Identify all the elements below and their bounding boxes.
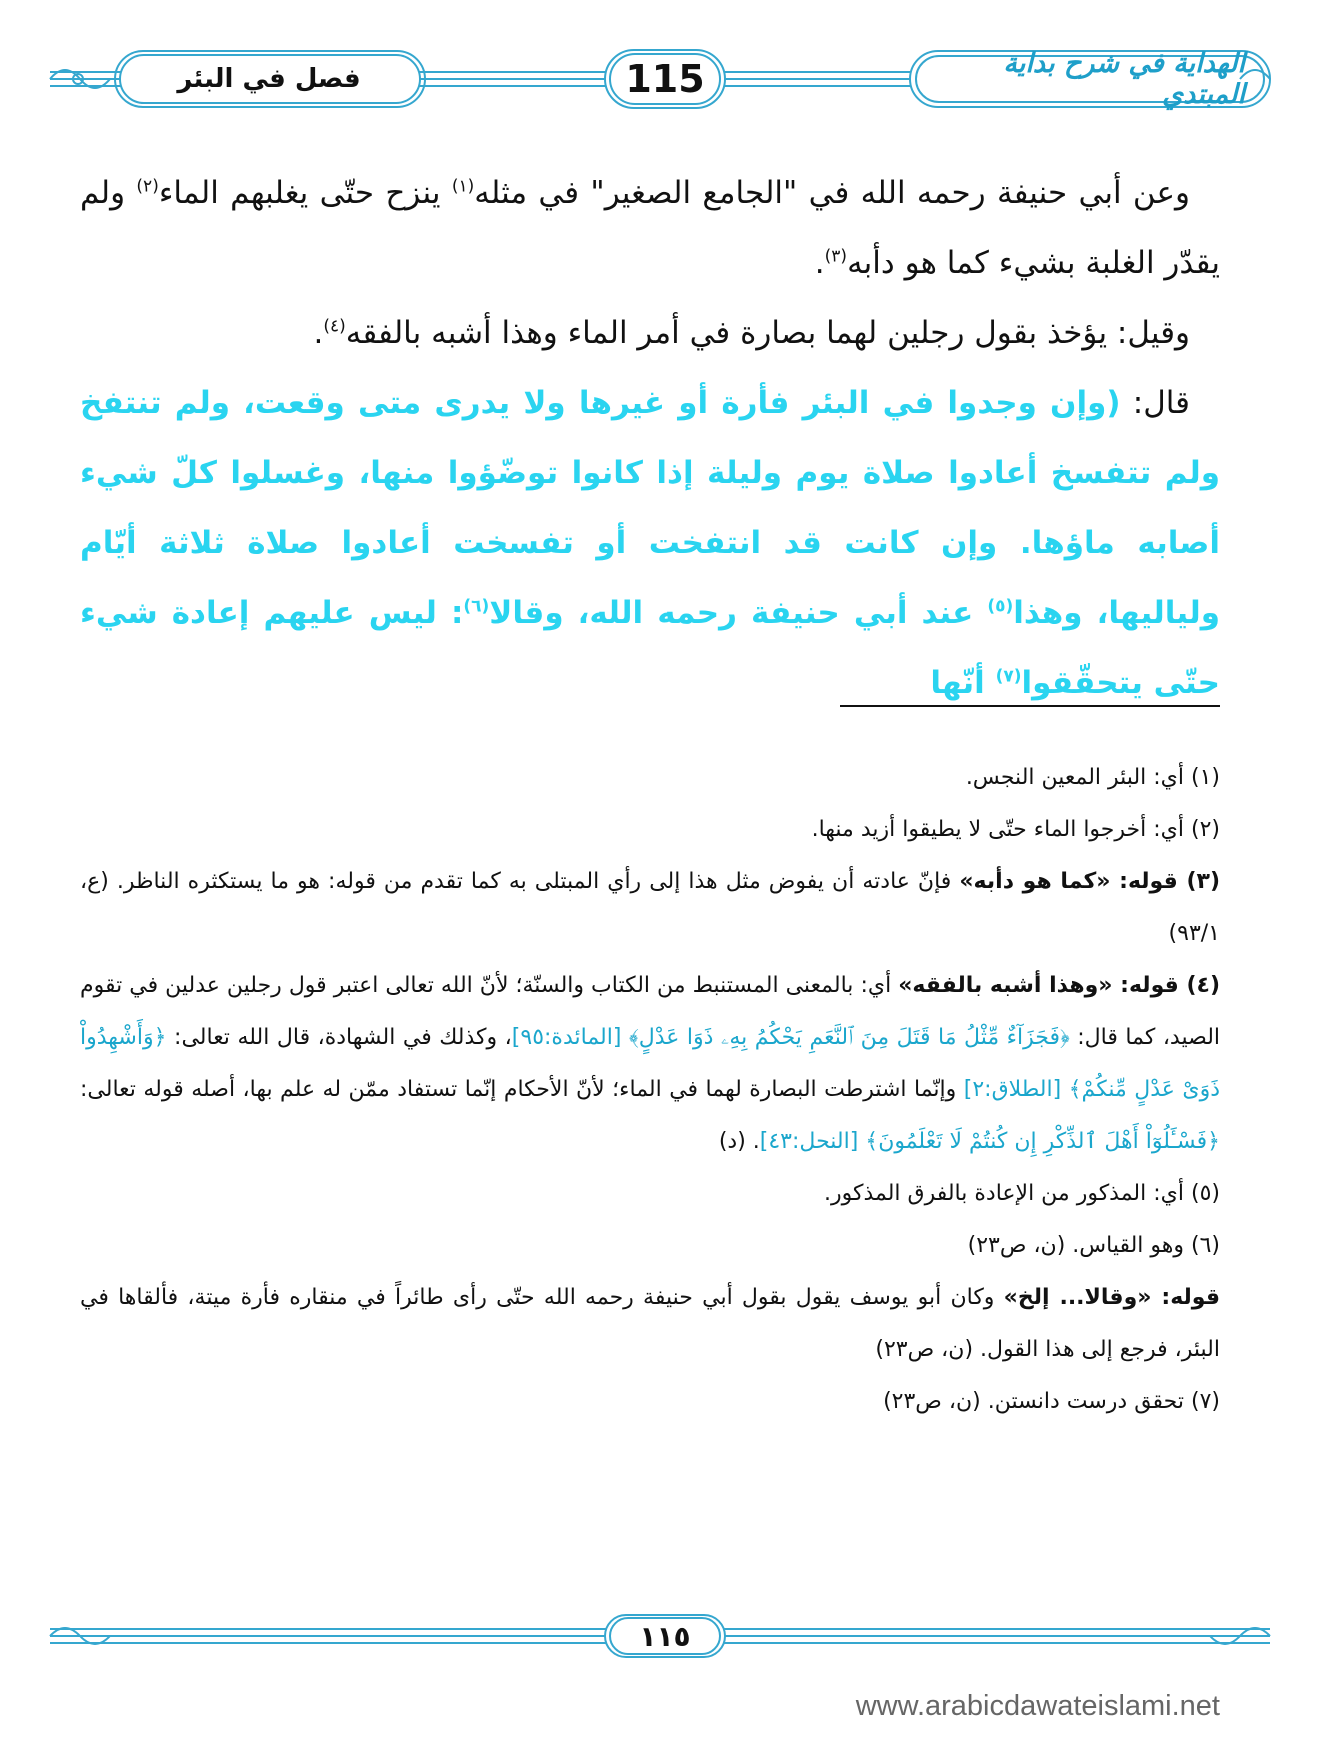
footnote-4 [80, 960, 1220, 1168]
text-run: ولم يقدّر الغلبة بشيء كما هو دأبه [80, 175, 1220, 281]
footnote-7: (٧) تحقق درست دانستن. (ن، ص٢٣) [883, 1389, 1220, 1414]
text-run: أي: بالمعنى المستنبط من الكتاب والسنّة؛ لأنّ الله تعالى اعتبر قول رجلين عدلين في تقوم الصيد، كما قال: [80, 973, 1221, 1050]
quran-quote: ﴿فَجَزَآءٌ مِّثْلُ مَا قَتَلَ مِنَ ٱلنَّعَمِ يَحْكُمُ بِهِۦ ذَوَا عَدْلٍ﴾ [المائدة:٩٥] [511, 1025, 1070, 1050]
book-title: الهداية في شرح بداية المبتدي [1003, 48, 1245, 110]
text-run: وإنّما اشترطت البصارة لهما في الماء؛ لأنّ الأحكام إنّما تستفاد ممّن له علم بها، أصله قوله تعالى: [80, 1077, 964, 1102]
footnote-1: (١) أي: البئر المعين النجس. [965, 765, 1220, 790]
text-run: : ليس عليهم إعادة شيء حتّى يتحقّقوا [80, 595, 1220, 701]
text-run: ، وكذلك في الشهادة، قال الله تعالى: [166, 1025, 512, 1050]
text-run: وعن أبي حنيفة رحمه الله في "الجامع الصغير" في مثله [474, 175, 1190, 211]
text-run: وكان أبو يوسف يقول بقول أبي حنيفة رحمه الله حتّى رأى طائراً في منقاره فأرة ميتة، فألقاها في البئر، فرجع إلى هذا القول. (ن، ص٢٣) [80, 1285, 1220, 1362]
footnote-2: (٢) أي: أخرجوا الماء حتّى لا يطيقوا أزيد منها. [811, 817, 1220, 842]
quran-quote: ﴿وَأَشْهِدُواْ ذَوَىْ عَدْلٍ مِّنكُمْ﴾ [الطلاق:٢] [80, 1025, 1220, 1102]
footer-page-number: ١١٥ [639, 1619, 691, 1653]
footnote-ref: (٣) [824, 246, 848, 267]
text-run: قال: [1120, 385, 1190, 421]
matn-text [80, 385, 1220, 701]
footnote-key: قوله: «وهذا أشبه بالفقه» [898, 973, 1179, 998]
main-text [80, 158, 1220, 718]
quran-quote: ﴿فَسْـَٔلُوٓاْ أَهْلَ ٱلذِّكْرِ إِن كُنتُمْ لَا تَعْلَمُونَ﴾ [النحل:٤٣] [759, 1129, 1220, 1154]
footnote-6: (٦) وهو القياس. (ن، ص٢٣) [967, 1233, 1220, 1258]
text-run: وقيل: يؤخذ بقول رجلين لهما بصارة في أمر الماء وهذا أشبه بالفقه [345, 315, 1190, 351]
text-run: . [313, 315, 324, 351]
page-number: 115 [625, 57, 705, 101]
paragraph-1 [80, 158, 1220, 298]
text-run: (وإن وجدوا في البئر فأرة أو غيرها ولا يدرى متى وقعت، ولم تنتفخ ولم تتفسخ أعادوا صلاة يوم وليلة إذا كانوا توضّؤوا منها، وغسلوا كلّ شيء أصابه ماؤها. وإن كانت قد انتفخت أو تفسخت أعادوا صلاة ثلاثة أيّام ولياليها، وهذا [80, 385, 1220, 631]
text-run: . (د) [718, 1129, 760, 1154]
footnote-ref: (٧) [995, 666, 1022, 687]
website-url[interactable]: www.arabicdawateislami.net [855, 1690, 1220, 1722]
footnote-ref: (٦) [463, 596, 490, 617]
footnote-6-extra [80, 1272, 1220, 1376]
footnote-ref: (٢) [136, 176, 159, 197]
section-title: فصل في البئر [177, 64, 361, 94]
footnote-key: قوله: «كما هو دأبه» [959, 869, 1178, 894]
text-run: فإنّ عادته أن يفوض مثل هذا إلى رأي المبتلى به كما تقدم من قوله: هو ما يستكثره الناظر. (ع، ٩٣/١) [80, 869, 1220, 946]
footnote-separator [840, 705, 1220, 707]
paragraph-2 [80, 298, 1220, 368]
paragraph-3 [80, 368, 1220, 718]
footnote-ref: (١) [451, 176, 475, 197]
footnote-ref: (٤) [323, 316, 346, 337]
footnote-number: (٤) [1178, 973, 1221, 998]
page-footer [40, 1612, 1280, 1660]
footnotes [80, 752, 1220, 1428]
footnote-key: قوله: «وقالا... إلخ» [1003, 1285, 1220, 1310]
text-run: عند أبي حنيفة رحمه الله، وقالا [489, 595, 988, 631]
footnote-number: (٣) [1177, 869, 1221, 894]
text-run: أنّها [930, 665, 996, 701]
footnote-ref: (٥) [987, 596, 1014, 617]
text-run: ينزح حتّى يغلبهم الماء [158, 175, 452, 211]
footnote-5: (٥) أي: المذكور من الإعادة بالفرق المذكور. [823, 1181, 1220, 1206]
text-run: . [814, 245, 825, 281]
page-header [40, 48, 1280, 110]
footnote-3 [80, 856, 1220, 960]
